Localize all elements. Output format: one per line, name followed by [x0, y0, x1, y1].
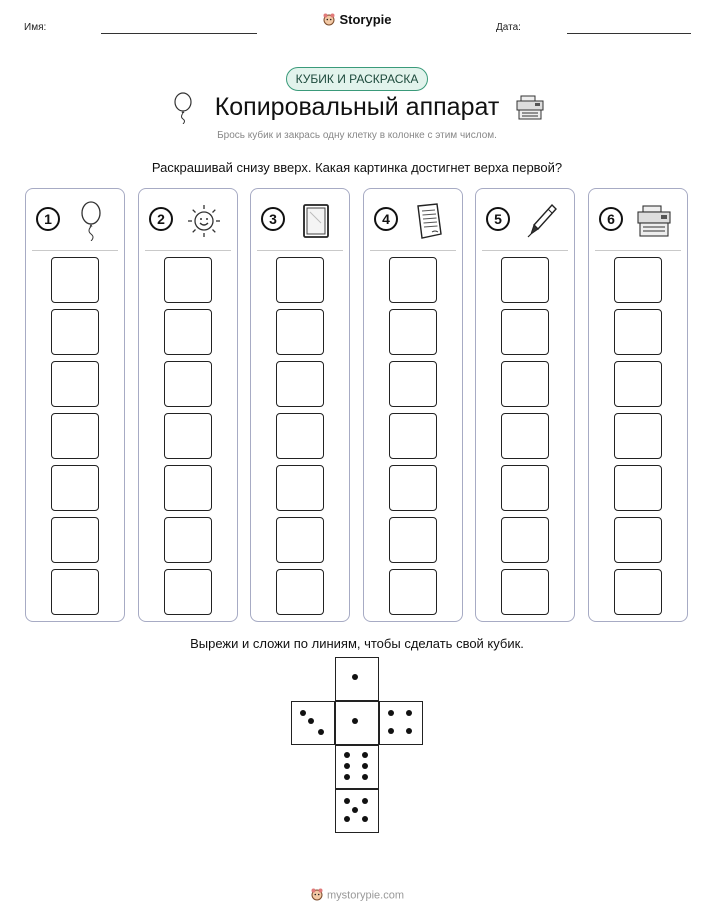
- pip: [344, 816, 350, 822]
- color-cell[interactable]: [164, 517, 212, 563]
- column-divider: [145, 250, 231, 251]
- color-cell[interactable]: [389, 413, 437, 459]
- color-cell[interactable]: [51, 257, 99, 303]
- pip: [388, 710, 394, 716]
- column-4: [363, 188, 463, 622]
- color-cell[interactable]: [389, 309, 437, 355]
- dice-face-3: [379, 701, 423, 745]
- color-cell[interactable]: [501, 309, 549, 355]
- color-cell[interactable]: [276, 309, 324, 355]
- column-divider: [482, 250, 568, 251]
- color-cell[interactable]: [614, 569, 662, 615]
- footer: [0, 887, 714, 904]
- column-number: 5: [486, 207, 510, 231]
- dice-face-1: [335, 657, 379, 701]
- dice-face-2: [291, 701, 335, 745]
- color-cell[interactable]: [614, 257, 662, 303]
- color-cell[interactable]: [276, 257, 324, 303]
- pip: [352, 718, 358, 724]
- color-cell[interactable]: [276, 517, 324, 563]
- column-3: [250, 188, 350, 622]
- column-6: [588, 188, 688, 622]
- column-divider: [370, 250, 456, 251]
- color-cell[interactable]: [389, 517, 437, 563]
- dice-face-1-center: [335, 701, 379, 745]
- date-line[interactable]: [567, 33, 691, 34]
- color-cell[interactable]: [614, 465, 662, 511]
- color-cell[interactable]: [164, 569, 212, 615]
- footer-url[interactable]: mystorypie.com: [326, 889, 405, 902]
- color-cell[interactable]: [51, 413, 99, 459]
- question: Раскрашивай снизу вверх. Какая картинка достигнет верха первой?: [151, 160, 563, 175]
- name-label: Имя:: [24, 22, 47, 33]
- pip: [352, 807, 358, 813]
- pip: [300, 710, 306, 716]
- pip: [344, 752, 350, 758]
- pip: [308, 718, 314, 724]
- color-cell[interactable]: [276, 361, 324, 407]
- balloon-icon: [72, 201, 110, 241]
- color-cell[interactable]: [501, 517, 549, 563]
- document-icon: [410, 201, 448, 241]
- brand-name: Storypie: [339, 12, 392, 27]
- sun-icon: [185, 201, 223, 241]
- column-divider: [257, 250, 343, 251]
- pip: [344, 763, 350, 769]
- color-cell[interactable]: [51, 517, 99, 563]
- column-number: 4: [374, 207, 398, 231]
- color-cell[interactable]: [164, 465, 212, 511]
- pip: [362, 798, 368, 804]
- color-cell[interactable]: [389, 361, 437, 407]
- color-cell[interactable]: [276, 465, 324, 511]
- column-1: [25, 188, 125, 622]
- color-cell[interactable]: [164, 413, 212, 459]
- dice-face-6: [335, 745, 379, 789]
- color-cell[interactable]: [614, 309, 662, 355]
- name-line[interactable]: [101, 33, 257, 34]
- page-title: Копировальный аппарат: [214, 93, 500, 121]
- color-cell[interactable]: [164, 257, 212, 303]
- column-number: 6: [599, 207, 623, 231]
- cut-instruction: Вырежи и сложи по линиям, чтобы сделать свой кубик.: [190, 636, 524, 651]
- storypie-logo-icon: [322, 12, 336, 29]
- color-cell[interactable]: [389, 257, 437, 303]
- color-cell[interactable]: [164, 309, 212, 355]
- color-cell[interactable]: [614, 413, 662, 459]
- pip: [352, 674, 358, 680]
- column-2: [138, 188, 238, 622]
- instructions: Брось кубик и закрась одну клетку в колонке с этим числом.: [217, 130, 497, 141]
- pip: [344, 774, 350, 780]
- color-cell[interactable]: [614, 361, 662, 407]
- pip: [344, 798, 350, 804]
- dice-net: [291, 657, 425, 835]
- color-cell[interactable]: [51, 569, 99, 615]
- color-cell[interactable]: [501, 361, 549, 407]
- column-divider: [32, 250, 118, 251]
- pip: [406, 710, 412, 716]
- copier-icon: [635, 201, 673, 241]
- color-cell[interactable]: [501, 257, 549, 303]
- pip: [388, 728, 394, 734]
- column-number: 3: [261, 207, 285, 231]
- pip: [362, 752, 368, 758]
- color-cell[interactable]: [51, 309, 99, 355]
- color-cell[interactable]: [51, 465, 99, 511]
- dice-face-5: [335, 789, 379, 833]
- color-cell[interactable]: [501, 413, 549, 459]
- column-number: 2: [149, 207, 173, 231]
- category-badge: КУБИК И РАСКРАСКА: [286, 67, 428, 91]
- column-number: 1: [36, 207, 60, 231]
- fountain-pen-icon: [522, 201, 560, 241]
- color-cell[interactable]: [164, 361, 212, 407]
- tablet-icon: [297, 201, 335, 241]
- brand: [0, 12, 714, 29]
- column-5: [475, 188, 575, 622]
- pip: [362, 816, 368, 822]
- color-cell[interactable]: [501, 465, 549, 511]
- pip: [362, 763, 368, 769]
- color-cell[interactable]: [389, 569, 437, 615]
- storypie-logo-icon: [310, 887, 324, 904]
- color-cell[interactable]: [51, 361, 99, 407]
- date-label: Дата:: [496, 22, 521, 33]
- copier-icon: [515, 95, 545, 121]
- pip: [406, 728, 412, 734]
- color-cell[interactable]: [501, 569, 549, 615]
- pip: [318, 729, 324, 735]
- color-cell[interactable]: [276, 569, 324, 615]
- pip: [362, 774, 368, 780]
- color-cell[interactable]: [276, 413, 324, 459]
- color-cell[interactable]: [614, 517, 662, 563]
- color-cell[interactable]: [389, 465, 437, 511]
- column-divider: [595, 250, 681, 251]
